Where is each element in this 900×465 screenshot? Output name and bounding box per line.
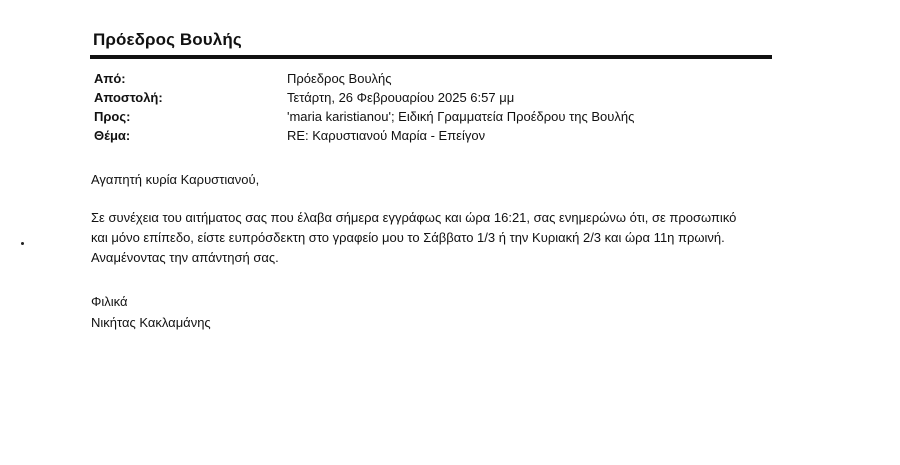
- to-value: 'maria karistianou'; Ειδική Γραμματεία Προέδρου της Βουλής: [287, 109, 635, 124]
- document-title: Πρόεδρος Βουλής: [93, 30, 242, 49]
- email-paragraph: [91, 208, 736, 268]
- paragraph-line: και μόνο επίπεδο, είστε ευπρόσδεκτη στο γραφείο μου το Σάββατο 1/3 ή την Κυριακή 2/3 και ώρα 11η πρωινή.: [91, 230, 725, 245]
- header-row-from: [94, 69, 774, 88]
- header-row-to: [94, 107, 774, 126]
- email-signature: Νικήτας Κακλαμάνης: [91, 315, 211, 330]
- title-underline: [90, 55, 772, 59]
- email-greeting: Αγαπητή κυρία Καρυστιανού,: [91, 172, 260, 187]
- subject-value: RE: Καρυστιανού Μαρία - Επείγον: [287, 128, 486, 143]
- sent-label: Αποστολή:: [94, 90, 163, 105]
- from-label: Από:: [94, 71, 126, 86]
- paragraph-line: Αναμένοντας την απάντησή σας.: [91, 250, 279, 265]
- to-label: Προς:: [94, 109, 131, 124]
- header-row-sent: [94, 88, 774, 107]
- subject-label: Θέμα:: [94, 128, 131, 143]
- paragraph-line: Σε συνέχεια του αιτήματος σας που έλαβα σήμερα εγγράφως και ώρα 16:21, σας ενημερώνω ότι, σε προσωπικό: [91, 210, 737, 225]
- scan-speck: [21, 242, 24, 245]
- sent-value: Τετάρτη, 26 Φεβρουαρίου 2025 6:57 μμ: [287, 90, 515, 105]
- email-headers: [94, 69, 774, 145]
- from-value: Πρόεδρος Βουλής: [287, 71, 392, 86]
- header-row-subject: [94, 126, 774, 145]
- email-closing: Φιλικά: [91, 294, 128, 309]
